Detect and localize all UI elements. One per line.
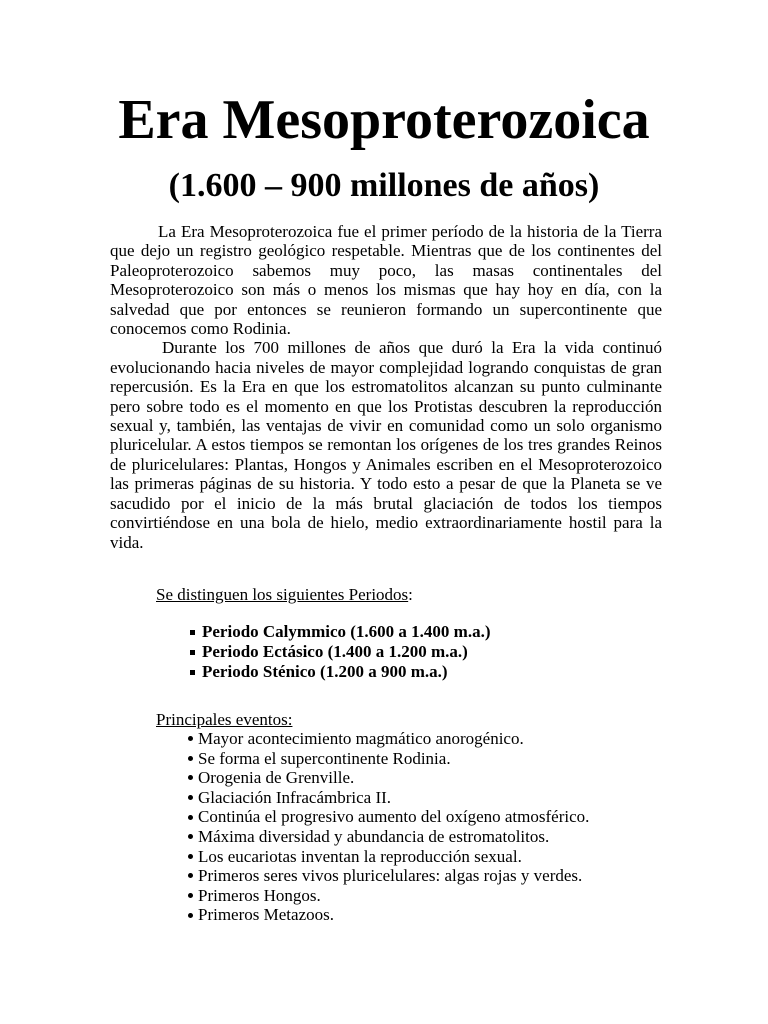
period-item-text: Periodo Sténico (1.200 a 900 m.a.) (202, 662, 448, 681)
round-bullet-icon (188, 756, 193, 761)
square-bullet-icon (190, 630, 195, 635)
event-item-text: Glaciación Infracámbrica II. (198, 787, 392, 807)
event-item (186, 905, 589, 925)
event-item (186, 749, 589, 769)
round-bullet-icon (188, 913, 193, 918)
event-item (186, 768, 589, 788)
event-item-text: Máxima diversidad y abundancia de estromatolitos. (198, 826, 550, 846)
period-item-text: Periodo Calymmico (1.600 a 1.400 m.a.) (202, 622, 491, 641)
paragraph-1: La Era Mesoproterozoica fue el primer período de la historia de la Tierra que dejo un registro geológico respetable. Mientras que de los continentes del Paleoproterozoico sabemos muy poco, las masas continentales del Mesoproterozoico son más o menos los mismas que hay hoy en día, con la salvedad que por entonces se reunieron formando un supercontinente que conocemos como Rodinia. (110, 222, 662, 339)
event-item-text: Continúa el progresivo aumento del oxígeno atmosférico. (198, 807, 590, 827)
event-item (186, 807, 589, 827)
page-title: Era Mesoproterozoica (118, 89, 650, 151)
event-item-text: Primeros seres vivos pluricelulares: algas rojas y verdes. (198, 866, 583, 886)
body-text (110, 222, 662, 552)
periods-list (190, 622, 490, 682)
round-bullet-icon (188, 854, 193, 859)
events-list (186, 729, 589, 925)
events-heading-label: Principales eventos: (156, 710, 293, 729)
period-item (190, 622, 490, 642)
event-item-text: Orogenia de Grenville. (198, 768, 355, 788)
event-item (186, 847, 589, 867)
period-item-text: Periodo Ectásico (1.400 a 1.200 m.a.) (202, 642, 468, 661)
event-item (186, 729, 589, 749)
round-bullet-icon (188, 815, 193, 820)
square-bullet-icon (190, 670, 195, 675)
periods-heading-label: Se distinguen los siguientes Periodos (156, 585, 409, 604)
event-item-text: Primeros Metazoos. (198, 905, 334, 925)
event-item-text: Se forma el supercontinente Rodinia. (198, 748, 451, 768)
periods-heading-colon: : (408, 585, 413, 604)
event-item-text: Mayor acontecimiento magmático anorogénico. (198, 729, 524, 748)
round-bullet-icon (188, 893, 193, 898)
round-bullet-icon (188, 736, 193, 741)
event-item (186, 788, 589, 808)
round-bullet-icon (188, 795, 193, 800)
event-item (186, 866, 589, 886)
event-item-text: Los eucariotas inventan la reproducción sexual. (198, 846, 522, 866)
paragraph-2: Durante los 700 millones de años que duró la Era la vida continuó evolucionando hacia niveles de mayor complejidad logrando conquistas de gran repercusión. Es la Era en que los estromatolitos alcanzan su punto culminante pero sobre todo es el momento en que los Protistas descubren la reproducción sexual y, también, las ventajas de vivir en comunidad como un solo organismo pluricelular. A estos tiempos se remontan los orígenes de los tres grandes Reinos de pluricelulares: Plantas, Hongos y Animales escriben en el Mesoproterozoico las primeras páginas de su historia. Y todo esto a pesar de que la Planeta se ve sacudido por el inicio de la más brutal glaciación de todos los tiempos convirtiéndose en una bola de hielo, medio extraordinariamente hostil para la vida. (110, 338, 662, 552)
period-item (190, 662, 490, 682)
page-subtitle: (1.600 – 900 millones de años) (168, 167, 600, 204)
period-item (190, 642, 490, 662)
events-heading (156, 710, 292, 730)
event-item-text: Primeros Hongos. (198, 885, 321, 905)
square-bullet-icon (190, 650, 195, 655)
round-bullet-icon (188, 834, 193, 839)
periods-heading (156, 585, 413, 605)
round-bullet-icon (188, 873, 193, 878)
event-item (186, 886, 589, 906)
round-bullet-icon (188, 775, 193, 780)
event-item (186, 827, 589, 847)
